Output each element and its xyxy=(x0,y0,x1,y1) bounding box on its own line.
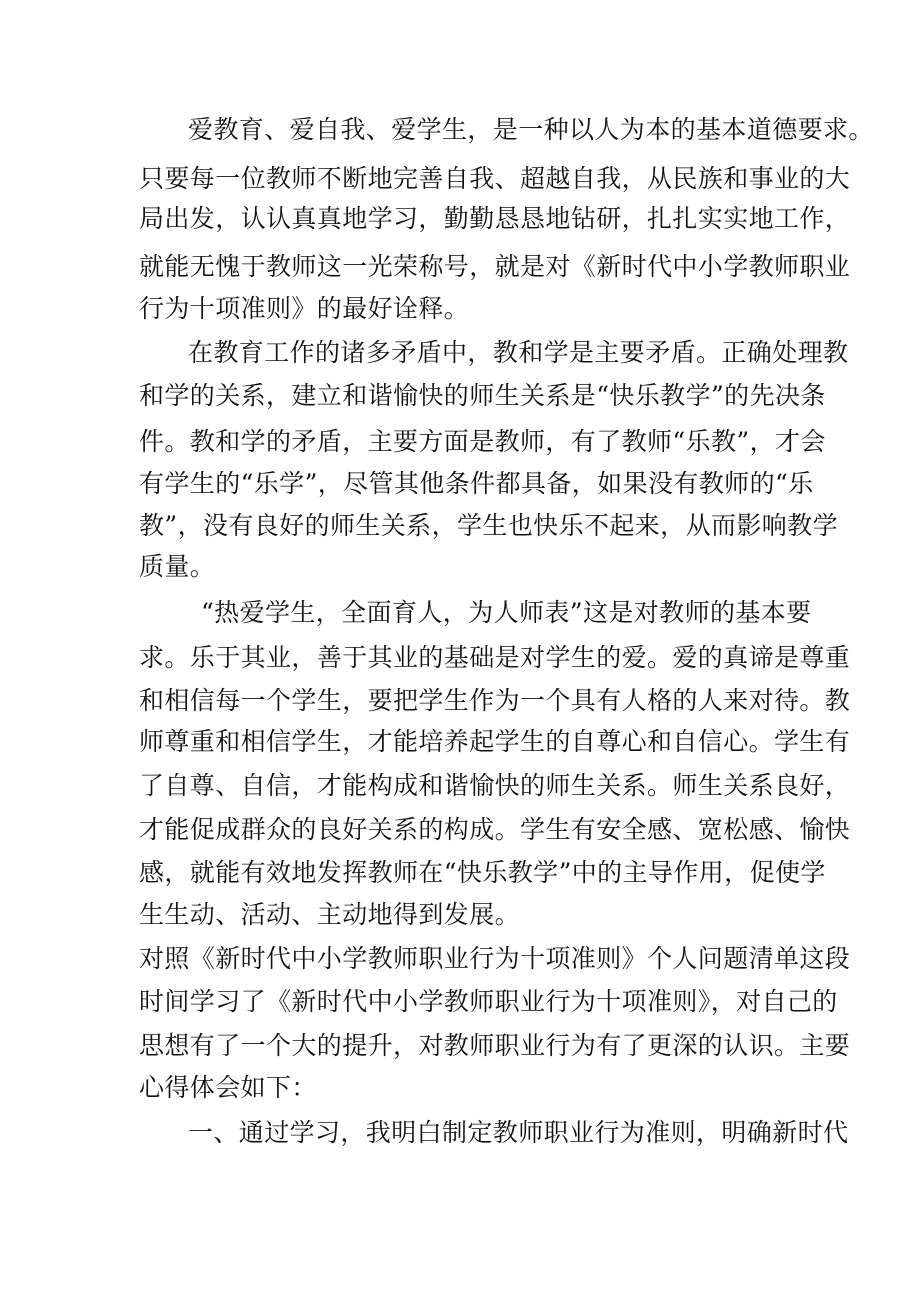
text-line: 了自尊、自信，才能构成和谐愉快的师生关系。师生关系良好， xyxy=(139,771,851,800)
text-line: 和学的关系，建立和谐愉快的师生关系是“快乐教学”的先决条 xyxy=(139,381,826,410)
text-line: 思想有了一个大的提升，对教师职业行为有了更深的认识。主要 xyxy=(139,1031,851,1060)
text-line: 对照《新时代中小学教师职业行为十项准则》个人问题清单这段 xyxy=(139,944,851,973)
text-line: 感，就能有效地发挥教师在“快乐教学”中的主导作用，促使学 xyxy=(139,858,826,887)
text-line: 一、通过学习，我明白制定教师职业行为准则，明确新时代 xyxy=(188,1118,849,1147)
text-line: “热爱学生，全面育人，为人师表”这是对教师的基本要 xyxy=(201,598,812,627)
text-line: 教”，没有良好的师生关系，学生也快乐不起来，从而影响教学 xyxy=(139,511,838,540)
text-line: 求。乐于其业，善于其业的基础是对学生的爱。爱的真谛是尊重 xyxy=(139,643,851,672)
text-line: 生生动、活动、主动地得到发展。 xyxy=(139,900,521,929)
text-line: 和相信每一个学生，要把学生作为一个具有人格的人来对待。教 xyxy=(139,686,851,715)
text-line: 爱教育、爱自我、爱学生，是一种以人为本的基本道德要求。 xyxy=(188,115,874,144)
text-line: 件。教和学的矛盾，主要方面是教师，有了教师“乐教”，才会 xyxy=(139,427,826,456)
text-line: 心得体会如下： xyxy=(139,1073,317,1102)
text-line: 在教育工作的诸多矛盾中，教和学是主要矛盾。正确处理教 xyxy=(188,338,849,367)
text-line: 局出发，认认真真地学习，勤勤恳恳地钻研，扎扎实实地工作， xyxy=(139,204,851,233)
text-line: 有学生的“乐学”，尽管其他条件都具备，如果没有教师的“乐 xyxy=(139,469,814,498)
text-line: 才能促成群众的良好关系的构成。学生有安全感、宽松感、愉快 xyxy=(139,815,851,844)
text-line: 行为十项准则》的最好诠释。 xyxy=(139,294,470,323)
text-line: 就能无愧于教师这一光荣称号，就是对《新时代中小学教师职业 xyxy=(139,252,851,281)
text-line: 时间学习了《新时代中小学教师职业行为十项准则》，对自己的 xyxy=(139,987,838,1016)
text-line: 质量。 xyxy=(139,552,216,581)
text-line: 只要每一位教师不断地完善自我、超越自我，从民族和事业的大 xyxy=(139,164,851,193)
text-line: 师尊重和相信学生，才能培养起学生的自尊心和自信心。学生有 xyxy=(139,727,851,756)
